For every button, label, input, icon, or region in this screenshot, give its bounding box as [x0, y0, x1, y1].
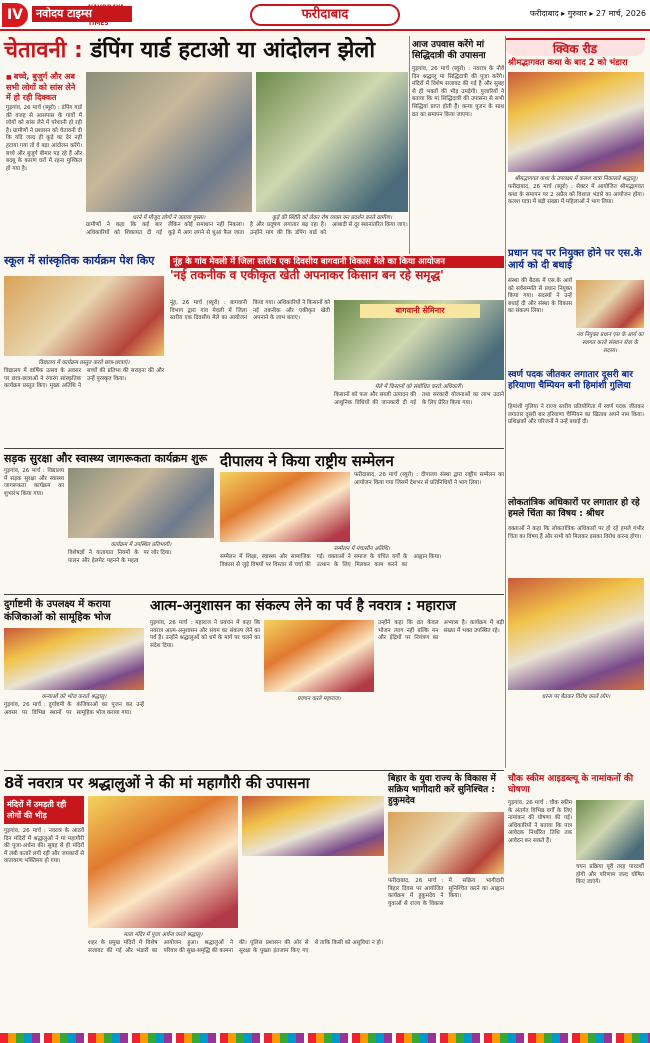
iaas-body: गुड़गांव, 26 मार्च : चौक स्कीम के अंतर्गत विभिन्न वर्गों के लिए नामांकन की घोषणा की गई। अधिकारियों ने बताया कि पात्र आवेदक निर्धारित तिथि तक आवेदन कर सकते हैं।	[508, 800, 572, 844]
dateline: फरीदाबाद ▸ गुरुवार ▸ 27 मार्च, 2026	[529, 9, 646, 18]
quick-read-header: क्विक रीड	[505, 38, 645, 56]
city-section-title: फरीदाबाद	[250, 4, 400, 26]
rule-3	[4, 770, 504, 771]
quick-item3-body: हिमांशी गुलिया ने राज्य स्तरीय प्रतियोगिता में स्वर्ण पदक जीतकर लगातार दूसरी बार हरियाणा चैम्पियन का खिताब अपने नाम किया। प्रशिक्षकों और परिजनों ने उन्हें बधाई दी।	[508, 404, 644, 426]
kanjak-photo	[4, 628, 144, 690]
kanjak-body: गुड़गांव, 26 मार्च : दुर्गाष्टमी के अवसर पर विभिन्न स्थानों पर कंजिकाओं का पूजन कर उन्हें सामूहिक भोज कराया गया।	[4, 702, 144, 716]
footer-color-strip	[0, 1033, 650, 1043]
quick-item2-body: संस्था की बैठक में एस.के आर्य को सर्वसम्मति से प्रधान नियुक्त किया गया। सदस्यों ने उन्हें बधाई दी और संस्था के विकास का संकल्प लिया।	[508, 278, 572, 315]
masthead-rule	[0, 29, 650, 31]
lead-headline-text: डंपिंग यार्ड हटाओ या आंदोलन झेलो	[90, 38, 376, 63]
school-photo-caption: विद्यालय में कार्यक्रम प्रस्तुत करते छात्र-छात्राएं।	[38, 360, 130, 366]
quick-item1-photo	[508, 72, 644, 172]
paper-logo	[32, 4, 132, 27]
quick-item2-headline: प्रधान पद पर नियुक्त होने पर एस.के आर्य को दी बधाई	[508, 248, 642, 271]
lead-photo-2-caption: कूड़े की स्थिति को लेकर रोष व्यक्त कर प्रदर्शन करते ग्रामीण।	[272, 215, 392, 221]
side-lead-headline: आज उपवास करेंगे मां सिद्धिदात्री की उपासना	[412, 40, 486, 61]
quick-item1-headline: श्रीमद्भागवत कथा के बाद 2 को भंडारा	[508, 58, 628, 68]
seminar-headline: 'नई तकनीक व एकीकृत खेती अपनाकर किसान बन रहे समृद्ध'	[170, 268, 444, 282]
seminar-strap: नूंह के गांव मेवली में जिला स्तरीय एक दिवसीय बागवानी विकास मेले का किया आयोजन	[170, 256, 504, 268]
seminar-caption: मेले में किसानों को संबोधित करते अधिकारी।	[375, 384, 463, 390]
iaas-photo	[576, 800, 644, 860]
navratra-body-2: उन्होंने कहा कि व्रत केवल भोजन त्याग नहीं बल्कि मन और इंद्रियों पर नियंत्रण का अभ्यास है। कार्यक्रम में बड़ी संख्या में भक्त उपस्थित रहे।	[378, 620, 504, 642]
side-lead-body: गुड़गांव, 26 मार्च (ब्यूरो) : नवरात्र के नौवें दिन श्रद्धालु मां सिद्धिदात्री की पूजा करेंगे। मंदिरों में विशेष सजावट की गई है और सुबह से ही भक्तों की भीड़ उमड़ेगी। पुजारियों ने बताया कि मां सिद्धिदात्री की उपासना से सभी सिद्धियां प्राप्त होती हैं। कन्या पूजन के साथ व्रत का समापन किया जाएगा।	[412, 66, 504, 118]
lead-body-col1: गुड़गांव, 26 मार्च (ब्यूरो) : डंपिंग यार्ड की वजह से आसपास के गांवों में लोगों को सांस लेने में परेशानी हो रही है। ग्रामीणों ने प्रशासन को चेतावनी दी कि यदि जल्द ही कूड़े का ढेर नहीं हटाया गया तो वे बड़ा आंदोलन करेंगे। बच्चे और बुजुर्ग बीमार पड़ रहे हैं और बदबू के कारण घरों में रहना मुश्किल हो गया है।	[6, 105, 82, 172]
lead-photo-1	[86, 72, 252, 212]
quick-item4-headline: लोकतांत्रिक अधिकारों पर लगातार हो रहे हमले चिंता का विषय : श्रीधर	[508, 498, 640, 519]
paper-logo-tag: NAVODAYA TIMES	[88, 4, 125, 27]
lead-photo-2	[256, 72, 408, 212]
bihar-headline: बिहार के युवा राज्य के विकास में सक्रिय भागीदारी करें सुनिश्चित : हुकुमदेव	[388, 774, 496, 806]
column-divider-side	[409, 36, 410, 254]
navratra-photo	[264, 620, 374, 692]
seminar-body: नूंह, 26 मार्च (ब्यूरो) : बागवानी विभाग द्वारा गांव मेवली में जिला स्तरीय एक दिवसीय मेले का आयोजन किया गया। अधिकारियों ने किसानों को नई तकनीक और एकीकृत खेती अपनाने के लाभ बताए।	[170, 300, 331, 322]
mahagauri-body: गुड़गांव, 26 मार्च : नवरात्र के आठवें दिन मंदिरों में श्रद्धालुओं ने मां महागौरी की पूजा-अर्चना की। सुबह से ही मंदिरों में लंबी कतारें लगी रहीं और जयकारों से वातावरण भक्तिमय हो गया।	[4, 828, 84, 865]
quick-item3-headline: स्वर्ण पदक जीतकर लगातार दूसरी बार हरियाणा चैम्पियन बनी हिमांशी गुलिया	[508, 370, 633, 391]
quick-item1-caption: श्रीमद्भागवत कथा के उपलक्ष्य में कलश यात्रा निकालते श्रद्धालु।	[514, 176, 638, 182]
paper-logo-text: नवोदय टाइम्स	[36, 7, 92, 20]
school-photo	[4, 276, 164, 356]
masthead	[0, 0, 650, 30]
page-number-badge: IV	[2, 3, 28, 27]
quick-item2-photo	[576, 280, 644, 328]
seminar-banner: बागवानी सेमिनार	[360, 304, 480, 318]
quick-item4-caption: धरना पर बैठकर विरोध करते लोग।	[541, 694, 611, 700]
deepalay-photo	[220, 472, 350, 542]
deepalay-body: फरीदाबाद, 26 मार्च (ब्यूरो) : दीपालय संस्था द्वारा राष्ट्रीय सम्मेलन का आयोजन किया गया जिसमें देशभर से प्रतिनिधियों ने भाग लिया।	[354, 472, 504, 486]
quick-item4-body: वक्ताओं ने कहा कि लोकतांत्रिक अधिकारों पर हो रहे हमले गंभीर चिंता का विषय हैं और सभी को मिलकर इसका विरोध करना होगा।	[508, 526, 644, 540]
quick-item1-body: फरीदाबाद, 26 मार्च (ब्यूरो) : सेक्टर में आयोजित श्रीमद्भागवत कथा के समापन पर 2 अप्रैल को विशाल भंडारे का आयोजन होगा। कलश यात्रा में बड़ी संख्या में महिलाओं ने भाग लिया।	[508, 184, 644, 206]
road-body: गुड़गांव, 26 मार्च : विद्यालय में सड़क सुरक्षा और स्वास्थ्य जागरूकता कार्यक्रम का शुभारंभ किया गया।	[4, 468, 64, 497]
bihar-body: फरीदाबाद, 26 मार्च : बिहार दिवस पर आयोजित कार्यक्रम में हुकुमदेव ने युवाओं से राज्य के विकास में सक्रिय भागीदारी सुनिश्चित करने का आह्वान किया।	[388, 878, 504, 907]
mahagauri-caption: माता मंदिर में पूजा अर्चना करते श्रद्धालु।	[123, 932, 203, 938]
iaas-body-2: चयन प्रक्रिया पूरी तरह पारदर्शी होगी और परिणाम जल्द घोषित किए जाएंगे।	[576, 864, 644, 886]
school-headline: स्कूल में सांस्कृतिक कार्यक्रम पेश किए	[4, 254, 155, 267]
navratra-caption: प्रवचन करते महाराज।	[297, 696, 341, 702]
navratra-headline: आत्म-अनुशासन का संकल्प लेने का पर्व है नवरात्र : महाराज	[150, 598, 456, 614]
school-body: विद्यालय में वार्षिक उत्सव के अवसर पर छात्र-छात्राओं ने रंगारंग सांस्कृतिक कार्यक्रम प्रस्तुत किए। मुख्य अतिथि ने बच्चों की प्रतिभा की सराहना की और उन्हें पुरस्कृत किया।	[4, 368, 164, 390]
road-headline: सड़क सुरक्षा और स्वास्थ्य जागरूकता कार्यक्रम शुरू	[4, 452, 208, 465]
lead-body-cols: ग्रामीणों ने कहा कि कई बार अधिकारियों को शिकायत दी गई लेकिन कोई समाधान नहीं निकला। कूड़े में आग लगने से धुआं फैल जाता है और प्रदूषण लगातार बढ़ रहा है। उन्होंने मांग की कि डंपिंग यार्ड को आबादी से दूर स्थानांतरित किया जाए।	[86, 222, 408, 236]
mahagauri-body-2: शहर के प्रमुख मंदिरों में विशेष सजावट की गई और भंडारों का आयोजन हुआ। श्रद्धालुओं ने परिवार की सुख-समृद्धि की कामना की। पुलिस प्रशासन की ओर से सुरक्षा के पुख्ता इंतजाम किए गए थे ताकि किसी को असुविधा न हो।	[88, 940, 383, 954]
road-caption: कार्यक्रम में उपस्थित प्रतिभागी।	[110, 542, 172, 548]
road-body-2: विशेषज्ञों ने यातायात नियमों के पालन और हेलमेट पहनने के महत्व पर जोर दिया।	[68, 550, 172, 564]
lead-headline-red: चेतावनी :	[4, 38, 83, 63]
bihar-photo	[388, 812, 504, 874]
deepalay-headline: दीपालय ने किया राष्ट्रीय सम्मेलन	[220, 452, 394, 470]
iaas-headline: चौक स्कीम आइडब्ल्यू के नामांकनों की घोषणा	[508, 774, 634, 795]
kanjak-caption: कन्याओं को भोज कराते श्रद्धालु।	[41, 694, 107, 700]
mahagauri-photo-2	[242, 796, 384, 856]
column-divider-right	[505, 36, 506, 768]
navratra-body: गुड़गांव, 26 मार्च : महाराज ने प्रवचन में कहा कि नवरात्र आत्म-अनुशासन और संयम का संकल्प लेने का पर्व है। उन्होंने श्रद्धालुओं को धर्म के मार्ग पर चलने का संदेश दिया।	[150, 620, 260, 649]
deepalay-caption: सम्मेलन में मंचासीन अतिथि।	[333, 546, 391, 552]
lead-photo-1-caption: धरने में मौजूद लोगों ने जताया गुस्सा।	[132, 215, 206, 221]
seminar-body-2: किसानों को फल और सब्जी उत्पादन की आधुनिक विधियों की जानकारी दी गई तथा सरकारी योजनाओं का लाभ उठाने के लिए प्रेरित किया गया।	[334, 392, 504, 406]
kanjak-headline: दुर्गाष्टमी के उपलक्ष्य में कराया कंजिकाओं को सामूहिक भोज	[4, 599, 111, 623]
mahagauri-strap: मंदिरों में उमड़ती रही लोगों की भीड़	[4, 796, 84, 824]
lead-bullet: ■ बच्चे, बुजुर्ग और अब सभी लोगों को सांस लेने में हो रही दिक्कत	[6, 72, 82, 103]
deepalay-body-2: सम्मेलन में शिक्षा, स्वास्थ्य और सामाजिक विकास से जुड़े विषयों पर विस्तार से चर्चा की गई। वक्ताओं ने समाज के वंचित वर्गों के उत्थान के लिए मिलकर काम करने का आह्वान किया।	[220, 554, 442, 568]
quick-item2-caption: नव नियुक्त प्रधान एस के आर्य का स्वागत करते संस्थान सेवा के सदस्य।	[576, 332, 644, 354]
rule-2	[4, 594, 504, 595]
mahagauri-photo	[88, 796, 238, 928]
road-photo	[68, 468, 214, 538]
rule-1	[4, 448, 504, 449]
mahagauri-headline: 8वें नवरात्र पर श्रद्धालुओं ने की मां महागौरी की उपासना	[4, 774, 310, 792]
lead-headline	[4, 34, 404, 68]
quick-item4-photo	[508, 578, 644, 690]
